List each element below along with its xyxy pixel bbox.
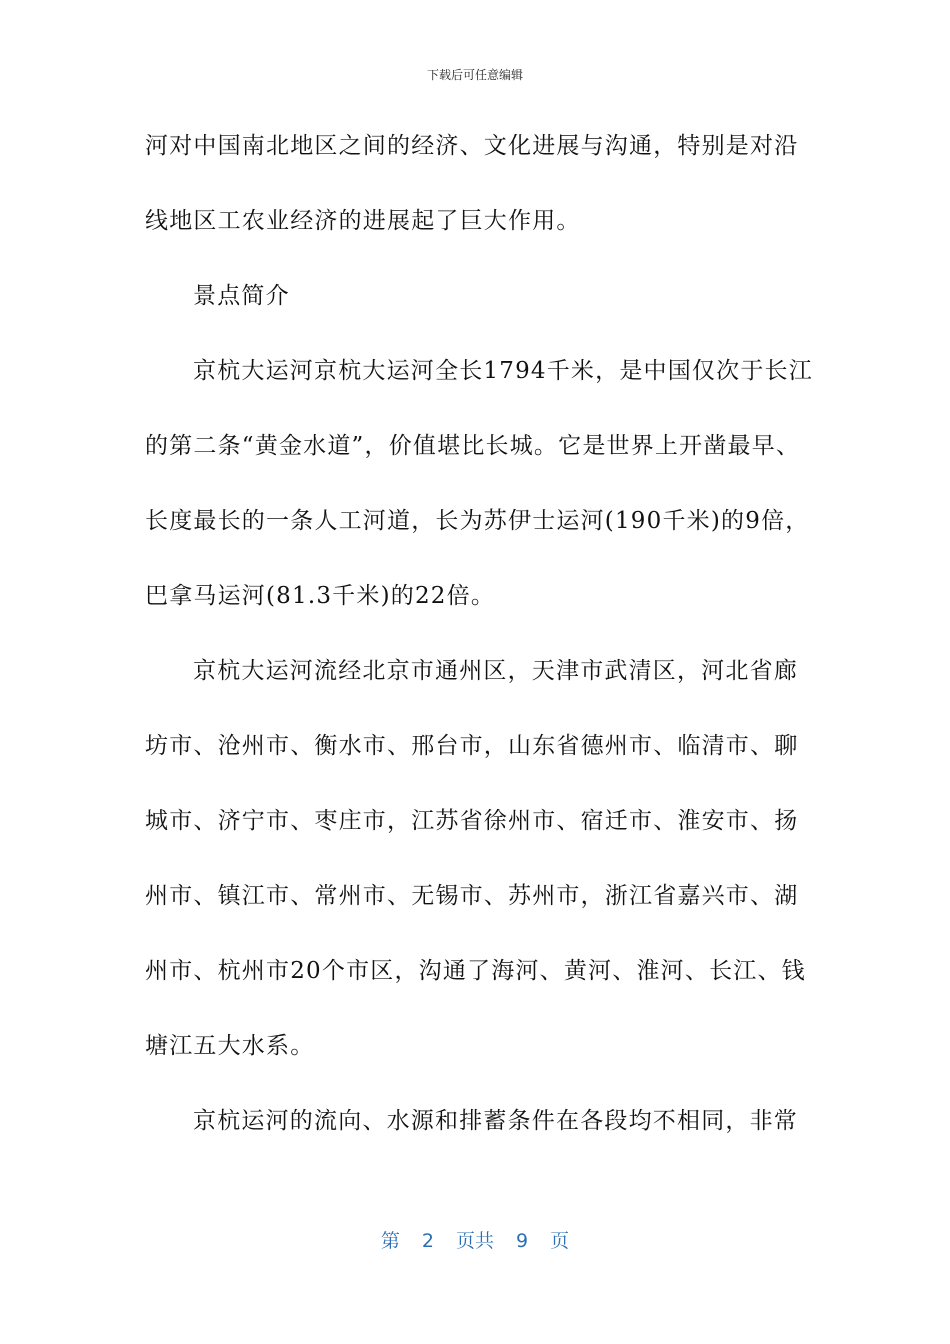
- body-line-10: 城市、济宁市、枣庄市，江苏省徐州市、宿迁市、淮安市、扬: [145, 808, 799, 834]
- body-line-11: 州市、镇江市、常州市、无锡市、苏州市，浙江省嘉兴市、湖: [145, 883, 799, 909]
- document-body: [145, 127, 813, 1177]
- footer-prefix: 第: [380, 1230, 400, 1252]
- page-footer: [0, 1226, 950, 1253]
- header-note: 下载后可任意编辑: [426, 68, 523, 82]
- body-line-13: 塘江五大水系。: [145, 1033, 315, 1059]
- body-line-9: 坊市、沧州市、衡水市、邢台市，山东省德州市、临清市、聊: [145, 733, 799, 759]
- footer-middle: 页共: [455, 1230, 494, 1252]
- footer-page-number: 2: [421, 1230, 434, 1252]
- footer-suffix: 页: [550, 1230, 570, 1252]
- body-line-7: 巴拿马运河(81.3千米)的22倍。: [145, 583, 496, 609]
- body-line-12: 州市、杭州市20个市区，沟通了海河、黄河、淮河、长江、钱: [145, 958, 806, 984]
- body-line-8: 京杭大运河流经北京市通州区，天津市武清区，河北省廊: [193, 658, 798, 684]
- body-line-2: 线地区工农业经济的进展起了巨大作用。: [145, 208, 581, 234]
- section-heading: 景点简介: [193, 283, 290, 309]
- body-line-5: 的第二条“黄金水道”，价值堪比长城。它是世界上开凿最早、: [145, 433, 801, 459]
- body-line-1: 河对中国南北地区之间的经济、文化进展与沟通，特别是对沿: [145, 133, 799, 159]
- body-line-6: 长度最长的一条人工河道，长为苏伊士运河(190千米)的9倍，: [145, 508, 810, 534]
- body-line-14: 京杭运河的流向、水源和排蓄条件在各段均不相同，非常: [193, 1108, 798, 1134]
- footer-total-pages: 9: [516, 1230, 529, 1252]
- body-line-4: 京杭大运河京杭大运河全长1794千米，是中国仅次于长江: [193, 358, 813, 384]
